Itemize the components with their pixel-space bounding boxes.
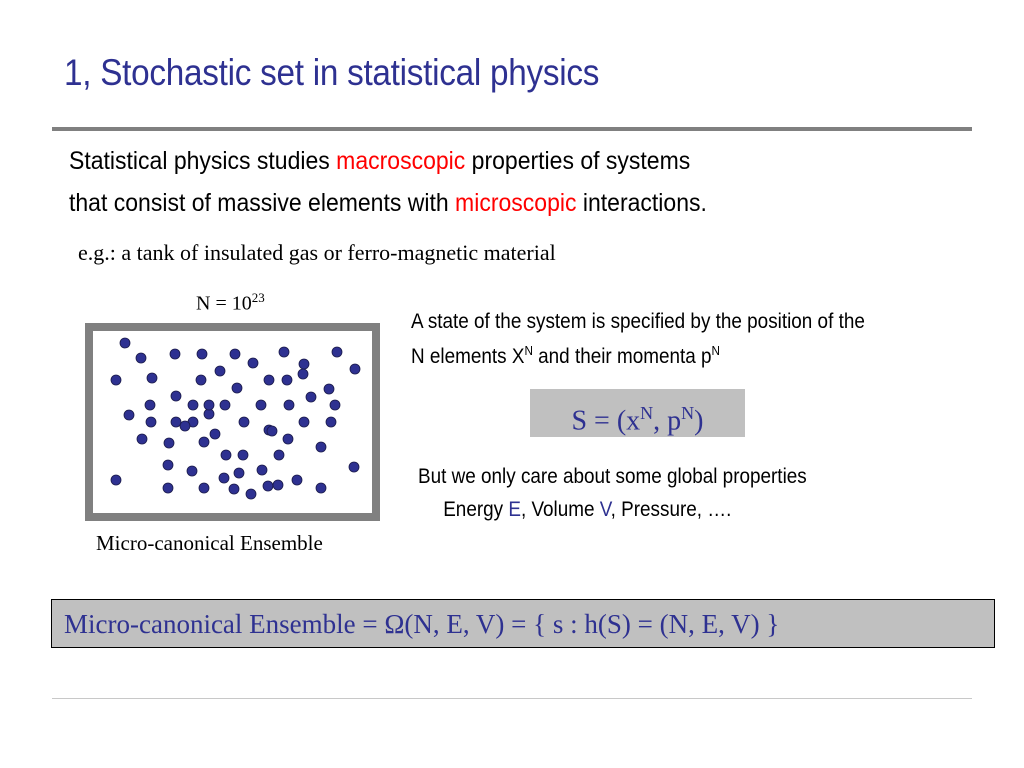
footer-divider (52, 698, 972, 699)
gas-particle (164, 438, 174, 448)
gas-particle (163, 460, 173, 470)
gas-particle (246, 489, 256, 499)
intro-text: properties of systems (465, 147, 691, 175)
formula-sup: N (640, 403, 654, 423)
intro-line-2 (69, 189, 707, 218)
global-properties-text (418, 460, 807, 526)
intro-line-1 (69, 147, 690, 176)
gas-particle (239, 417, 249, 427)
volume-symbol: V (599, 498, 611, 521)
gas-particle (210, 429, 220, 439)
gas-particle (273, 480, 283, 490)
gas-particle (298, 369, 308, 379)
state-text: and their momenta p (532, 345, 712, 368)
gas-particle (199, 437, 209, 447)
intro-text: that consist of massive elements with (69, 189, 456, 217)
ensemble-definition-box: Micro-canonical Ensemble = Ω(N, E, V) = { s : h(S) = (N, E, V) } (51, 599, 995, 648)
tank-caption: Micro-canonical Ensemble (96, 531, 323, 555)
gas-particle (284, 400, 294, 410)
gas-particle (263, 481, 273, 491)
title-divider (52, 127, 972, 131)
gas-particle (256, 400, 266, 410)
gas-particle (279, 347, 289, 357)
gas-particle (324, 384, 334, 394)
gas-particle (199, 483, 209, 493)
care-line-1: But we only care about some global properties (418, 465, 807, 488)
keyword-microscopic: microscopic (455, 189, 577, 217)
gas-particle (248, 358, 258, 368)
gas-particle (171, 417, 181, 427)
gas-particle (292, 475, 302, 485)
gas-particle (326, 417, 336, 427)
gas-particle (221, 450, 231, 460)
gas-particle (219, 473, 229, 483)
gas-particle (136, 353, 146, 363)
gas-particle (299, 417, 309, 427)
gas-particle (197, 349, 207, 359)
gas-particle (188, 400, 198, 410)
gas-particle (204, 409, 214, 419)
count-exponent: 23 (251, 290, 265, 305)
gas-particle (274, 450, 284, 460)
gas-particle (111, 375, 121, 385)
state-text: N elements X (411, 345, 525, 368)
formula-part: , p (653, 405, 682, 437)
care-text: Energy (443, 498, 509, 521)
count-base: N = 10 (196, 292, 252, 315)
state-line-1: A state of the system is specified by the position of the (411, 310, 865, 333)
gas-particle (282, 375, 292, 385)
keyword-macroscopic: macroscopic (336, 147, 466, 175)
intro-text: interactions. (576, 189, 707, 217)
gas-particle (332, 347, 342, 357)
gas-particle (330, 400, 340, 410)
gas-particle (234, 468, 244, 478)
gas-particle (220, 400, 230, 410)
gas-particle (257, 465, 267, 475)
gas-particle (349, 462, 359, 472)
slide-title: 1, Stochastic set in statistical physics (64, 52, 600, 93)
gas-particle (283, 434, 293, 444)
intro-text: Statistical physics studies (69, 147, 337, 175)
gas-tank-illustration (85, 323, 380, 521)
superscript-n: N (711, 343, 720, 358)
gas-particle (232, 383, 242, 393)
formula-sup: N (681, 403, 695, 423)
gas-particle (170, 349, 180, 359)
particle-count-label (196, 290, 265, 316)
gas-particle (306, 392, 316, 402)
gas-particle (299, 359, 309, 369)
gas-particle (180, 421, 190, 431)
gas-particle (163, 483, 173, 493)
gas-particle (350, 364, 360, 374)
gas-particle (111, 475, 121, 485)
gas-particle (238, 450, 248, 460)
superscript-n: N (524, 343, 533, 358)
gas-particle (215, 366, 225, 376)
formula-part: S = (x (571, 405, 641, 437)
gas-particle (264, 375, 274, 385)
gas-particle (204, 400, 214, 410)
state-description (411, 307, 865, 371)
gas-particle (316, 442, 326, 452)
gas-particle (230, 349, 240, 359)
particles-canvas (93, 331, 372, 513)
gas-particle (229, 484, 239, 494)
state-line-2 (411, 336, 865, 371)
gas-particle (267, 426, 277, 436)
care-text: , Pressure, …. (610, 498, 732, 521)
energy-symbol: E (508, 498, 521, 521)
example-text: e.g.: a tank of insulated gas or ferro-magnetic material (78, 240, 556, 265)
gas-particle (146, 417, 156, 427)
state-formula (530, 389, 745, 437)
gas-particle (316, 483, 326, 493)
gas-particle (187, 466, 197, 476)
gas-particle (145, 400, 155, 410)
care-line-2 (418, 493, 807, 526)
gas-particle (196, 375, 206, 385)
gas-particle (124, 410, 134, 420)
care-text: , Volume (520, 498, 600, 521)
gas-particle (147, 373, 157, 383)
formula-part: ) (694, 405, 704, 437)
gas-particle (137, 434, 147, 444)
gas-particle (171, 391, 181, 401)
gas-particle (120, 338, 130, 348)
